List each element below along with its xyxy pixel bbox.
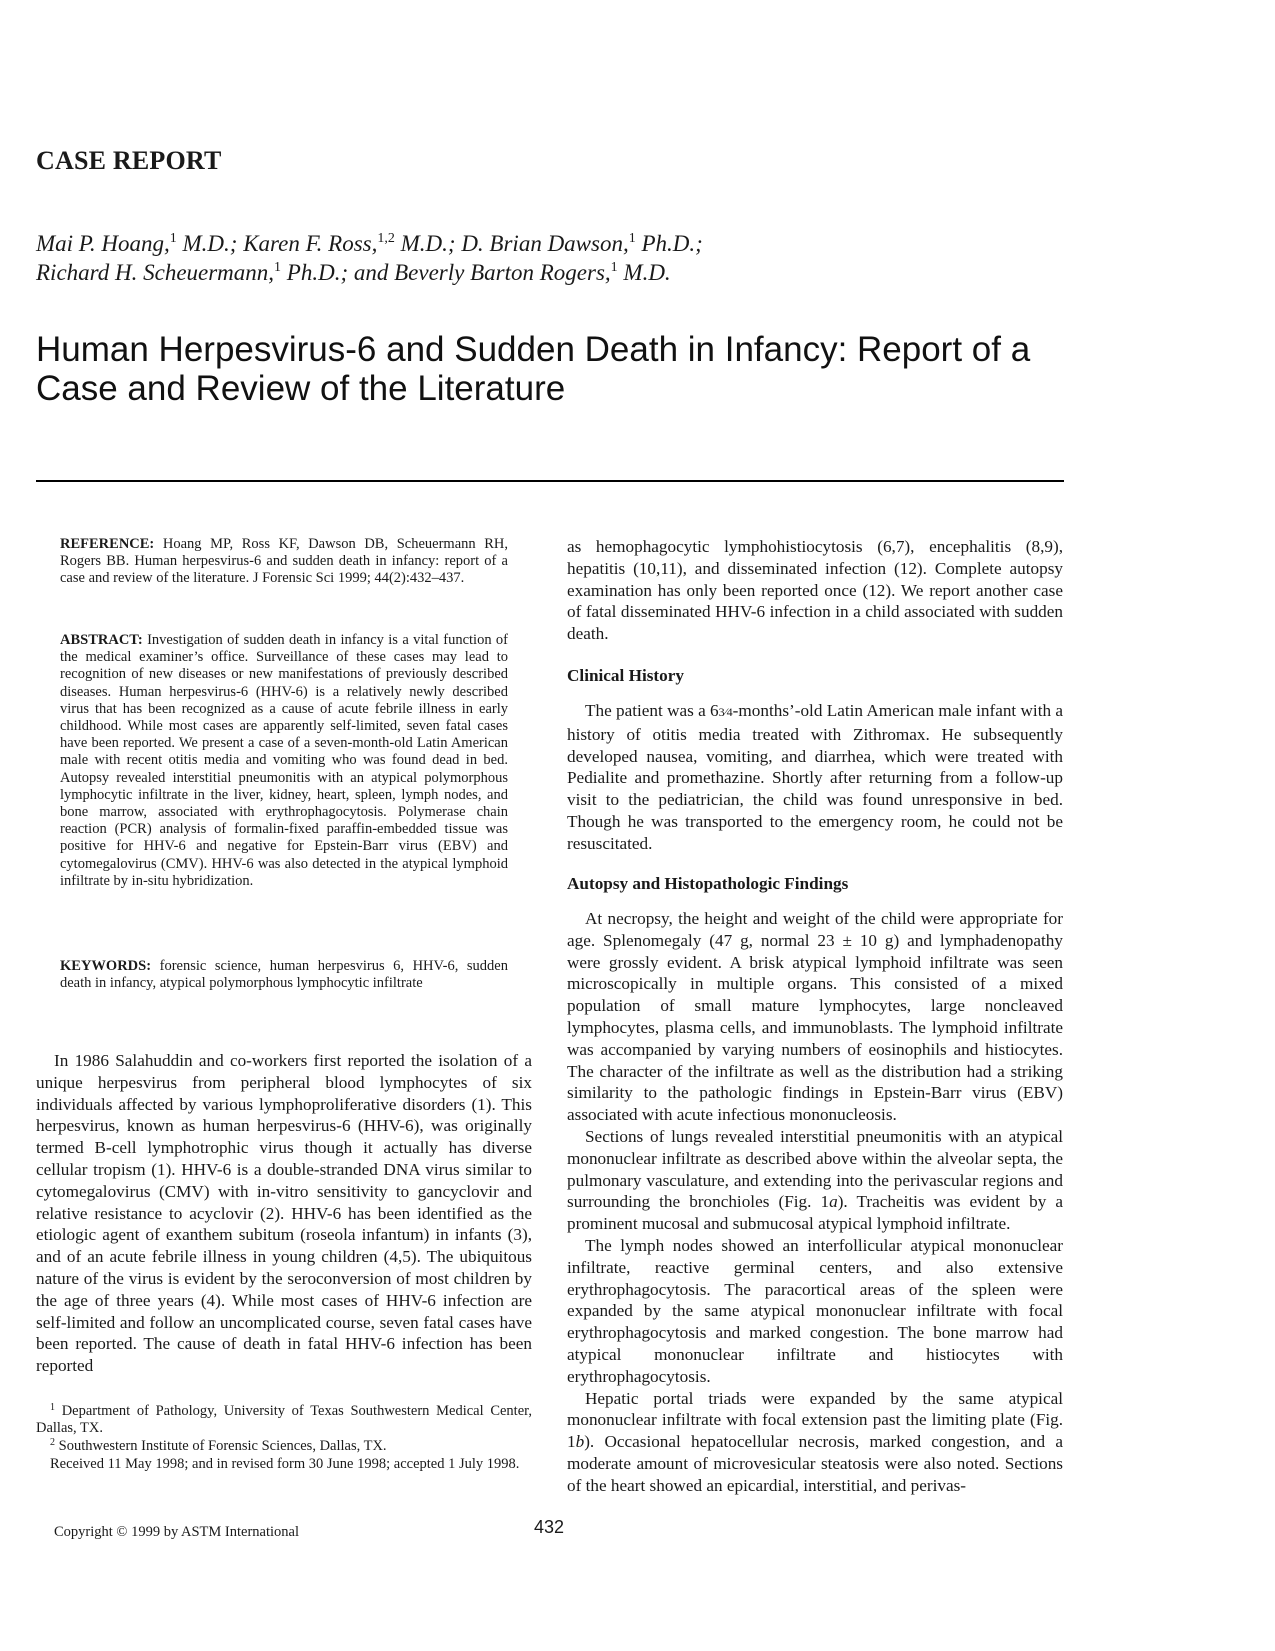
author-degree: Ph.D.; (635, 231, 703, 256)
figure-ref-1a: a (829, 1192, 838, 1212)
author-name: and Beverly Barton Rogers, (353, 260, 611, 285)
footnote-affiliation-2 (36, 1438, 532, 1455)
keywords-label: KEYWORDS: (60, 958, 152, 974)
copyright-notice: Copyright © 1999 by ASTM International (54, 1524, 300, 1540)
introduction-paragraph: In 1986 Salahuddin and co-workers first reported the isolation of a unique herpesvirus from peripheral blood lymphocytes of six individuals affected by various lymphoproliferative disorders (1). This herpesvirus, known as human herpesvirus-6 (HHV-6), was originally termed B-cell lymphotrophic virus though it actually has diverse cellular tropism (1). HHV-6 is a double-stranded DNA virus similar to cytomegalovirus (CMV) with in-vitro sensitivity to gancyclovir and relative resistance to acyclovir (2). HHV-6 has been identified as the etiologic agent of exanthem subitum (roseola infantum) in infants (3), and of an acute febrile illness in young children (4,5). The ubiquitous nature of the virus is evident by the seroconversion of most children by the age of three years (4). While most cases of HHV-6 infection are self-limited and follow an uncomplicated course, seven fatal cases have been reported. The cause of death in fatal HHV-6 infection has been reported (36, 1051, 532, 1376)
lungs-text: Sections of lungs revealed interstitial pneumonitis with an atypical mononuclear infiltrate as described above within the alveolar septa, the pulmonary vasculature, and extending into the perivascular regions and surrounding the bronchioles (Fig. 1 (567, 1126, 1063, 1212)
footnote-received-dates: Received 11 May 1998; and in revised form 30 June 1998; accepted 1 July 1998. (50, 1456, 520, 1472)
introduction-continued: as hemophagocytic lymphohistiocytosis (6,7), encephalitis (8,9), hepatitis (10,11), and disseminated infection (12). Complete autopsy examination has only been reported once (12). We report another case of fatal disseminated HHV-6 infection in a child associated with sudden death. (567, 537, 1063, 644)
abstract-text: Investigation of sudden death in infancy is a vital function of the medical examiner’s office. Surveillance of these cases may lead to recognition of new diseases or new manifestations of previously described diseases. Human herpesvirus-6 (HHV-6) is a relatively newly described virus that has been recognized as a cause of acute febrile illness in early childhood. While most cases are apparently self-limited, seven fatal cases have been reported. We present a case of a seven-month-old Latin American male with recent otitis media and vomiting who was found dead in bed. Autopsy revealed interstitial pneumonitis with an atypical polymorphous lymphocytic infiltrate in the liver, kidney, heart, spleen, lymph nodes, and bone marrow, associated with erythrophagocytosis. Polymerase chain reaction (PCR) analysis of formalin-fixed paraffin-embedded tissue was positive for HHV-6 and negative for Epstein-Barr virus (EBV) and cytomegalovirus (CMV). HHV-6 was also detected in the atypical lymphoid infiltrate by in-situ hybridization. (60, 632, 509, 889)
author-line-1 (36, 229, 1036, 258)
abstract-block (60, 632, 508, 890)
footnote-text: Department of Pathology, University of Texas Southwestern Medical Center, Dallas, TX. (36, 1403, 533, 1437)
footnote-marker: 1 (50, 1402, 55, 1413)
autopsy-findings-text (567, 908, 1063, 1497)
title-divider (36, 480, 1064, 482)
clinical-text-rest: -months’-old Latin American male infant with a history of otitis media treated with Zithromax. He subsequently developed nausea, vomiting, and diarrhea, which were treated with Pedialite and promethazine. Shortly after returning from a follow-up visit to the pediatrician, the child was found unresponsive in bed. Though he was transported to the emergency room, he could not be resuscitated. (567, 701, 1063, 853)
clinical-text-start: The patient was a 6 (585, 701, 719, 720)
keywords-text: forensic science, human herpesvirus 6, HHV-6, sudden death in infancy, atypical polymorphous lymphocytic infiltrate (60, 958, 508, 992)
author-affiliation: 1 (274, 260, 282, 275)
lungs-text-rest: ). Tracheitis was evident by a prominent mucosal and submucosal atypical lymphoid infiltrate. (567, 1192, 1063, 1234)
author-degree: M.D.; (394, 231, 462, 256)
article-title: Human Herpesvirus-6 and Sudden Death in Infancy: Report of a Case and Review of the Literature (36, 330, 1031, 408)
figure-ref-1b: b (575, 1432, 585, 1452)
liver-text: Hepatic portal triads were expanded by the same atypical mononuclear infiltrate with focal extension past the limiting plate (Fig. 1 (567, 1388, 1063, 1452)
author-affiliation: 1 (628, 231, 636, 246)
author-name: D. Brian Dawson, (461, 231, 629, 256)
footnote-text: Southwestern Institute of Forensic Sciences, Dallas, TX. (58, 1438, 387, 1454)
author-name: Mai P. Hoang, (36, 231, 170, 256)
autopsy-paragraph-lymph: The lymph nodes showed an interfollicular atypical mononuclear infiltrate, reactive germinal centers, and also extensive erythrophagocytosis. The paracortical areas of the spleen were expanded by the same atypical mononuclear infiltrate with focal erythrophagocytosis and marked congestion. The bone marrow had atypical mononuclear infiltrate and histiocytes with erythrophagocytosis. (567, 1235, 1063, 1386)
author-affiliation: 1 (169, 231, 177, 246)
liver-text-rest: ). Occasional hepatocellular necrosis, marked congestion, and a moderate amount of microvesicular steatosis were also noted. Sections of the heart showed an epicardial, interstitial, and perivas- (567, 1432, 1063, 1495)
heading-clinical-history: Clinical History (567, 666, 684, 685)
footnote-marker: 2 (50, 1437, 55, 1448)
author-name: Richard H. Scheuermann, (36, 260, 275, 285)
author-affiliation: 1 (610, 260, 618, 275)
author-line-2 (36, 258, 1036, 287)
footnote-affiliation-1 (36, 1403, 532, 1437)
reference-text: Hoang MP, Ross KF, Dawson DB, Scheuermann RH, Rogers BB. Human herpesvirus-6 and sudden death in infancy: report of a case and review of the literature. J Forensic Sci 1999; 44(2):432–437. (60, 536, 509, 587)
reference-label: REFERENCE: (60, 536, 155, 552)
clinical-history-paragraph (567, 700, 1063, 855)
autopsy-paragraph-liver (567, 1388, 1063, 1497)
heading-autopsy-findings: Autopsy and Histopathologic Findings (567, 874, 849, 893)
age-fraction: 3⁄4 (718, 705, 733, 719)
author-degree: M.D. (617, 260, 671, 285)
page-number: 432 (534, 1517, 565, 1537)
keywords-block (60, 958, 508, 992)
reference-block (60, 536, 508, 588)
autopsy-paragraph-gross: At necropsy, the height and weight of the child were appropriate for age. Splenomegaly (47 g, normal 23 ± 10 g) and lymphadenopathy were grossly evident. A brisk atypical lymphoid infiltrate was seen microscopically in multiple organs. This consisted of a mixed population of small mature lymphocytes, large noncleaved lymphocytes, plasma cells, and immunoblasts. The lymphoid infiltrate was accompanied by varying numbers of eosinophils and histiocytes. The character of the infiltrate as well as the distribution had a striking similarity to the pathologic findings in Epstein-Barr virus (EBV) associated with acute infectious mononucleosis. (567, 909, 1063, 1125)
author-name: Karen F. Ross, (243, 231, 378, 256)
abstract-label: ABSTRACT: (60, 632, 143, 648)
author-degree: Ph.D.; (281, 260, 354, 285)
autopsy-paragraph-lungs (567, 1126, 1063, 1235)
author-list (36, 229, 1036, 287)
section-label: CASE REPORT (36, 146, 222, 175)
author-degree: M.D.; (176, 231, 244, 256)
author-affiliation: 1,2 (377, 231, 395, 246)
